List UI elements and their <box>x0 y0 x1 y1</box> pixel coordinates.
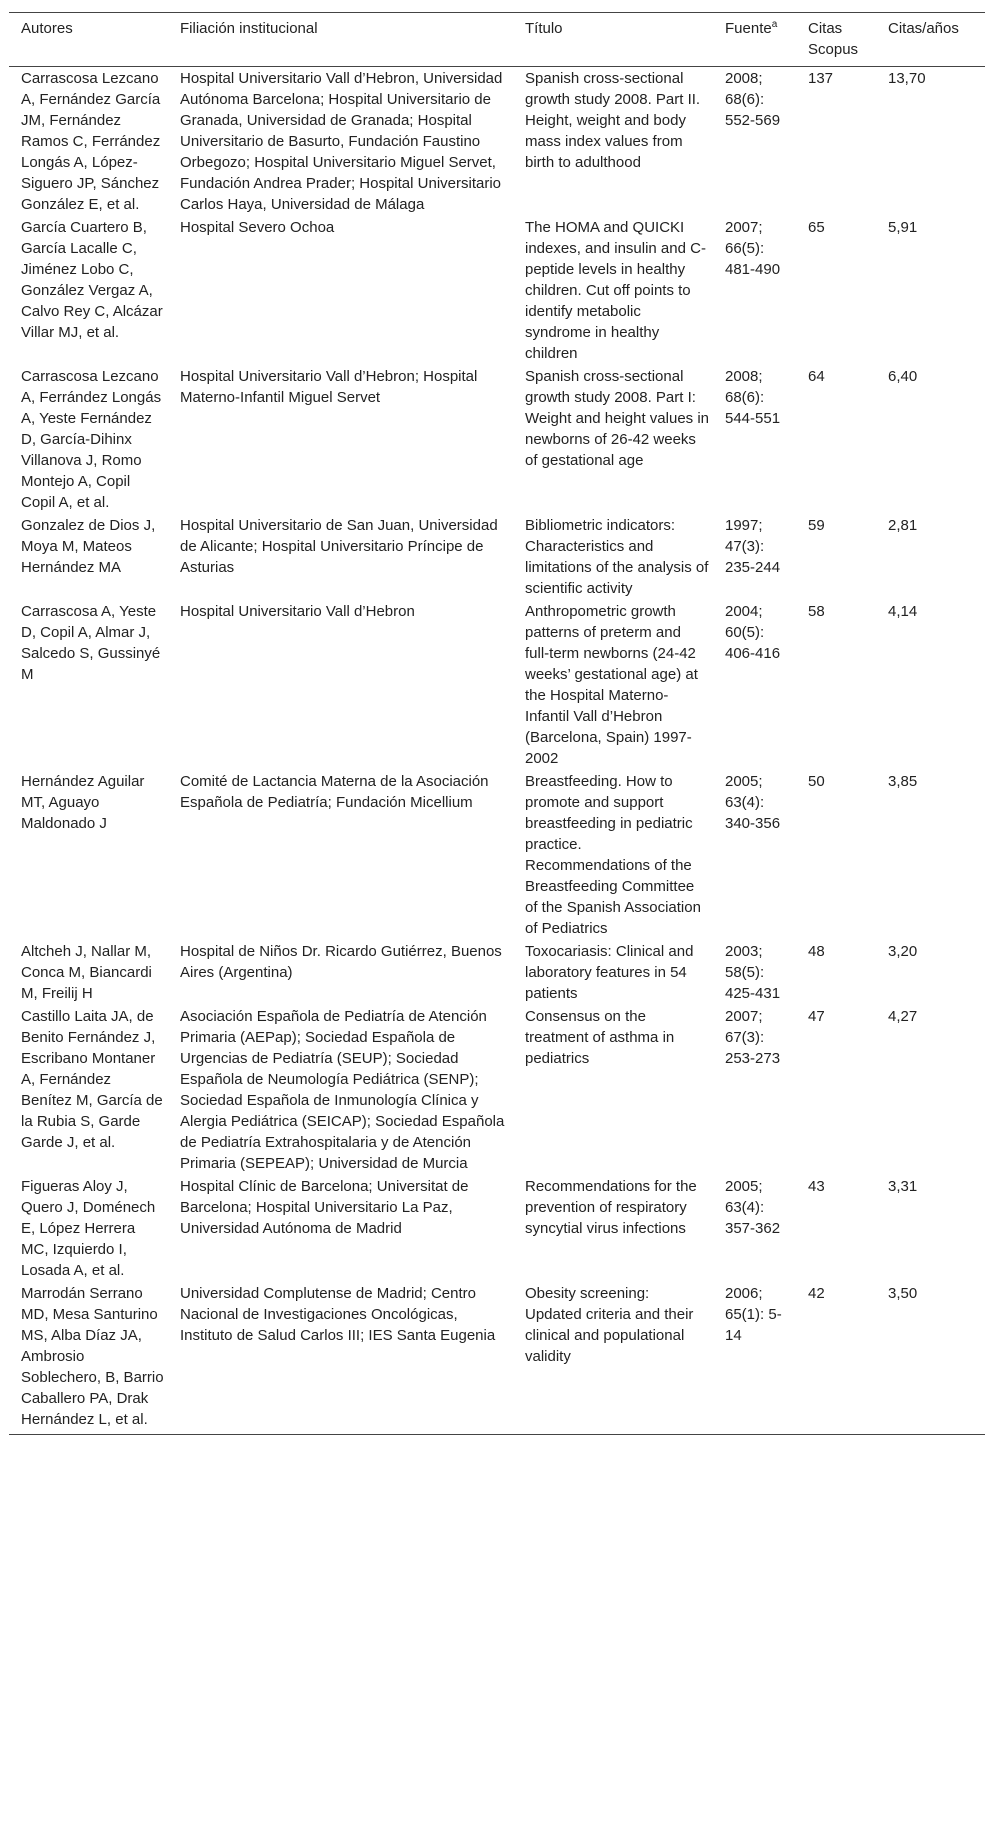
cell-affiliation: Hospital Severo Ochoa <box>180 219 335 236</box>
cell-title: Spanish cross-sectional growth study 2008. Part I: Weight and height values in newborns of 26-42 weeks of gestational age <box>525 368 710 469</box>
cell-authors: Carrascosa A, Yeste D, Copil A, Almar J, Salcedo S, Gussinyé M <box>21 603 161 683</box>
header-source <box>713 13 796 67</box>
cell-citations: 48 <box>808 943 825 960</box>
cell-cit-per-year: 13,70 <box>888 70 926 87</box>
cell-title: Spanish cross-sectional growth study 2008. Part II. Height, weight and body mass index values from birth to adulthood <box>525 70 701 171</box>
header-title: Título <box>525 20 563 37</box>
cell-cit-per-year: 5,91 <box>888 219 918 236</box>
cell-source: 2007; 67(3): 253-273 <box>725 1008 781 1067</box>
header-citations: Citas Scopus <box>808 20 859 58</box>
table-row <box>9 67 985 217</box>
cell-authors: Castillo Laita JA, de Benito Fernández J, Escribano Montaner A, Fernández Benítez M, García de la Rubia S, Garde Garde J, et al. <box>21 1008 163 1151</box>
cell-affiliation: Universidad Complutense de Madrid; Centro Nacional de Investigaciones Oncológicas, Instituto de Salud Carlos III; IES Santa Eugenia <box>180 1285 496 1344</box>
cell-source: 2004; 60(5): 406-416 <box>725 603 781 662</box>
cell-citations: 43 <box>808 1178 825 1195</box>
cell-title: Bibliometric indicators: Characteristics and limitations of the analysis of scientific activity <box>525 517 709 597</box>
cell-cit-per-year: 3,85 <box>888 773 918 790</box>
header-source-footnote-mark: a <box>771 19 778 30</box>
cell-affiliation: Asociación Española de Pediatría de Atención Primaria (AEPap); Sociedad Española de Urgencias de Pediatría (SEUP); Sociedad Española de Neumología Pediátrica (SENP); Sociedad Española de Inmunología Clínica y Alergia Pediátrica (SEICAP); Sociedad Española de Pediatría Extrahospitalaria y de Atención Primaria (SEPEAP); Universidad de Murcia <box>180 1008 505 1172</box>
table-header <box>9 13 985 67</box>
cell-cit-per-year: 2,81 <box>888 517 918 534</box>
cell-authors: Altcheh J, Nallar M, Conca M, Biancardi M, Freilij H <box>21 943 152 1002</box>
cell-citations: 58 <box>808 603 825 620</box>
table-row <box>9 1175 985 1282</box>
cell-affiliation: Hospital de Niños Dr. Ricardo Gutiérrez, Buenos Aires (Argentina) <box>180 943 502 981</box>
cell-citations: 50 <box>808 773 825 790</box>
cell-cit-per-year: 4,27 <box>888 1008 918 1025</box>
cell-citations: 64 <box>808 368 825 385</box>
citations-table <box>9 12 985 1435</box>
table-body <box>9 67 985 1435</box>
cell-affiliation: Hospital Clínic de Barcelona; Universitat de Barcelona; Hospital Universitario La Paz, Universidad Autónoma de Madrid <box>180 1178 469 1237</box>
header-source-label: Fuente <box>725 20 772 37</box>
cell-source: 2003; 58(5): 425-431 <box>725 943 781 1002</box>
cell-affiliation: Hospital Universitario de San Juan, Universidad de Alicante; Hospital Universitario Príncipe de Asturias <box>180 517 498 576</box>
cell-title: Anthropometric growth patterns of preterm and full-term newborns (24-42 weeks’ gestational age) at the Hospital Materno-Infantil Vall d’Hebron (Barcelona, Spain) 1997-2002 <box>525 603 698 767</box>
table-row <box>9 940 985 1005</box>
cell-citations: 47 <box>808 1008 825 1025</box>
table-row <box>9 1005 985 1175</box>
cell-citations: 42 <box>808 1285 825 1302</box>
cell-affiliation: Hospital Universitario Vall d’Hebron, Universidad Autónoma Barcelona; Hospital Universitario de Granada, Universidad de Granada; Hospital Universitario de Basurto, Fundación Faustino Orbegozo; Hospital Universitario Miguel Servet, Fundación Andrea Prader; Hospital Universitario Carlos Haya, Universidad de Málaga <box>180 70 503 213</box>
cell-source: 1997; 47(3): 235-244 <box>725 517 781 576</box>
cell-authors: Carrascosa Lezcano A, Ferrández Longás A, Yeste Fernández D, García-Dihinx Villanova J, Romo Montejo A, Copil Copil A, et al. <box>21 368 162 511</box>
cell-citations: 59 <box>808 517 825 534</box>
header-affiliation: Filiación institucional <box>180 20 318 37</box>
cell-citations: 137 <box>808 70 834 87</box>
cell-authors: Hernández Aguilar MT, Aguayo Maldonado J <box>21 773 145 832</box>
cell-source: 2005; 63(4): 340-356 <box>725 773 781 832</box>
header-authors: Autores <box>21 20 73 37</box>
header-cit-per-year: Citas/años <box>888 20 959 37</box>
table-row <box>9 1282 985 1435</box>
cell-citations: 65 <box>808 219 825 236</box>
table-row <box>9 600 985 770</box>
cell-title: Recommendations for the prevention of respiratory syncytial virus infections <box>525 1178 697 1237</box>
cell-source: 2008; 68(6): 544-551 <box>725 368 781 427</box>
header-row <box>9 13 985 67</box>
cell-title: The HOMA and QUICKI indexes, and insulin and C-peptide levels in healthy children. Cut off points to identify metabolic syndrome in healthy children <box>525 219 706 362</box>
cell-cit-per-year: 3,50 <box>888 1285 918 1302</box>
cell-authors: García Cuartero B, García Lacalle C, Jiménez Lobo C, González Vergaz A, Calvo Rey C, Alcázar Villar MJ, et al. <box>21 219 163 341</box>
cell-cit-per-year: 6,40 <box>888 368 918 385</box>
cell-title: Toxocariasis: Clinical and laboratory features in 54 patients <box>525 943 694 1002</box>
cell-authors: Marrodán Serrano MD, Mesa Santurino MS, Alba Díaz JA, Ambrosio Soblechero, B, Barrio Caballero PA, Drak Hernández L, et al. <box>21 1285 164 1428</box>
cell-authors: Figueras Aloy J, Quero J, Doménech E, López Herrera MC, Izquierdo I, Losada A, et al. <box>21 1178 156 1279</box>
table-row <box>9 365 985 514</box>
cell-title: Breastfeeding. How to promote and support breastfeeding in pediatric practice. Recommendations of the Breastfeeding Committee of the Spanish Association of Pediatrics <box>525 773 701 937</box>
cell-source: 2007; 66(5): 481-490 <box>725 219 781 278</box>
table-row <box>9 216 985 365</box>
citations-table-container <box>9 12 985 1435</box>
cell-source: 2008; 68(6): 552-569 <box>725 70 781 129</box>
cell-title: Obesity screening: Updated criteria and their clinical and populational validity <box>525 1285 694 1365</box>
cell-cit-per-year: 4,14 <box>888 603 918 620</box>
cell-affiliation: Comité de Lactancia Materna de la Asociación Española de Pediatría; Fundación Micellium <box>180 773 489 811</box>
cell-cit-per-year: 3,20 <box>888 943 918 960</box>
cell-source: 2005; 63(4): 357-362 <box>725 1178 781 1237</box>
cell-affiliation: Hospital Universitario Vall d’Hebron; Hospital Materno-Infantil Miguel Servet <box>180 368 478 406</box>
cell-authors: Gonzalez de Dios J, Moya M, Mateos Hernández MA <box>21 517 156 576</box>
cell-cit-per-year: 3,31 <box>888 1178 918 1195</box>
cell-title: Consensus on the treatment of asthma in pediatrics <box>525 1008 675 1067</box>
cell-authors: Carrascosa Lezcano A, Fernández García JM, Fernández Ramos C, Ferrández Longás A, López-Siguero JP, Sánchez González E, et al. <box>21 70 161 213</box>
cell-source: 2006; 65(1): 5-14 <box>725 1285 782 1344</box>
table-row <box>9 514 985 600</box>
cell-affiliation: Hospital Universitario Vall d’Hebron <box>180 603 415 620</box>
table-row <box>9 770 985 940</box>
